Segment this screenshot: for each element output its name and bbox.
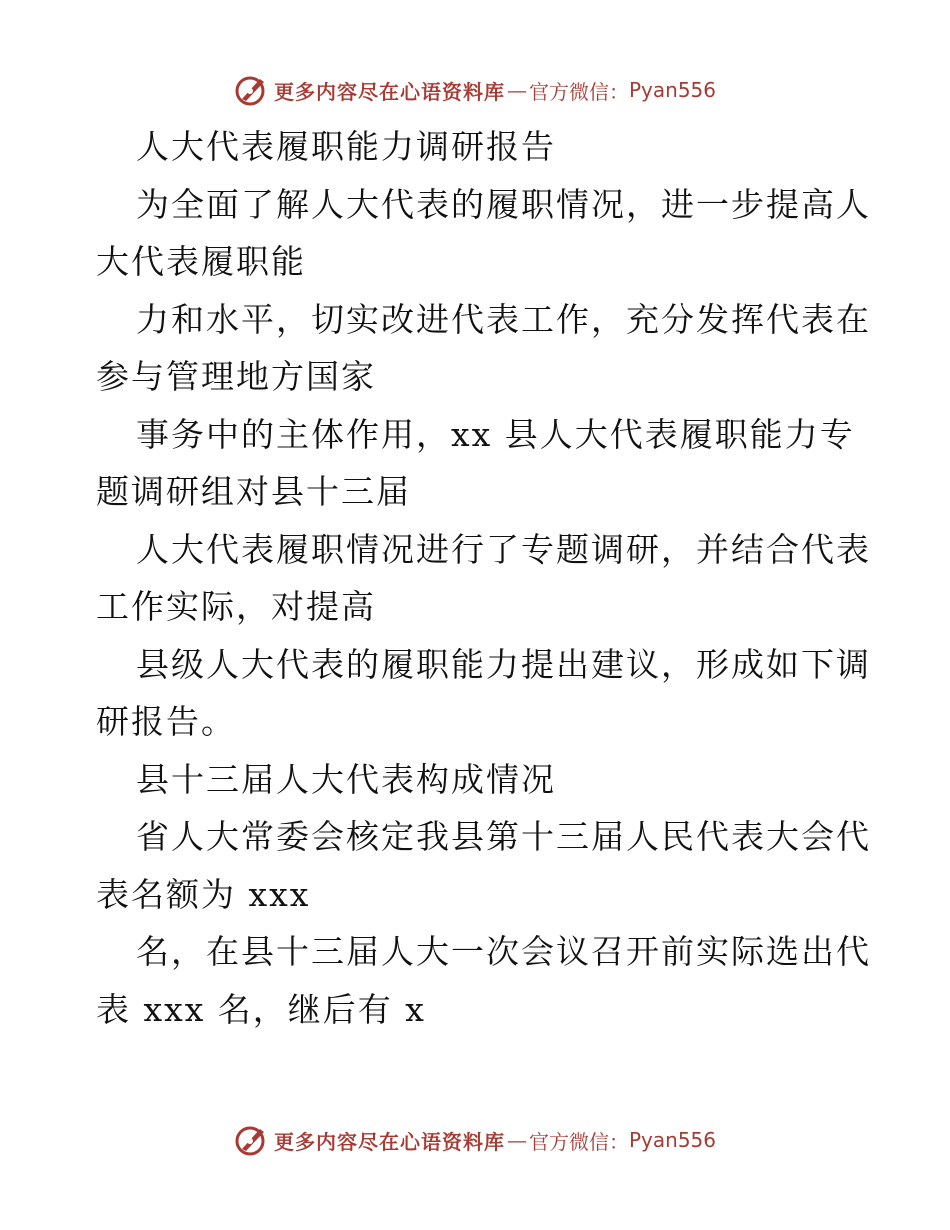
footer-banner — [0, 1120, 950, 1160]
header-brand: 更多内容尽在心语资料库 — [273, 79, 505, 104]
doc-line: 工作实际，对提高 — [96, 587, 376, 626]
header-handle: Pyan556 — [628, 78, 716, 102]
doc-line: 事务中的主体作用，xx 县人大代表履职能力专 — [136, 414, 855, 454]
footer-handle: Pyan556 — [628, 1128, 716, 1152]
doc-line: 题调研组对县十三届 — [96, 472, 411, 511]
footer-separator: — — [506, 1128, 527, 1152]
pen-logo-icon — [234, 73, 268, 107]
doc-line: 表名额为 xxx — [96, 874, 311, 914]
header-separator: — — [506, 78, 527, 102]
doc-title: 人大代表履职能力调研报告 — [136, 127, 556, 166]
pen-logo-icon — [234, 1123, 268, 1157]
doc-line: 县级人大代表的履职能力提出建议，形成如下调 — [136, 644, 871, 684]
section-heading: 县十三届人大代表构成情况 — [136, 759, 556, 799]
header-banner — [0, 70, 950, 110]
document-body — [96, 118, 871, 1038]
footer-wechat-label: 官方微信： — [528, 1129, 629, 1154]
doc-line: 力和水平，切实改进代表工作，充分发挥代表在 — [136, 299, 871, 339]
doc-line: 参与管理地方国家 — [96, 357, 376, 396]
doc-line: 表 xxx 名，继后有 x — [96, 989, 426, 1029]
doc-line: 为全面了解人大代表的履职情况，进一步提高人 — [136, 184, 871, 224]
doc-line: 名，在县十三届人大一次会议召开前实际选出代 — [136, 932, 871, 971]
doc-line: 省人大常委会核定我县第十三届人民代表大会代 — [136, 817, 871, 856]
footer-brand: 更多内容尽在心语资料库 — [273, 1129, 505, 1154]
doc-line: 大代表履职能 — [96, 242, 306, 281]
header-wechat-label: 官方微信： — [528, 79, 629, 104]
doc-line: 研报告。 — [96, 702, 236, 741]
doc-line: 人大代表履职情况进行了专题调研，并结合代表 — [136, 529, 871, 569]
